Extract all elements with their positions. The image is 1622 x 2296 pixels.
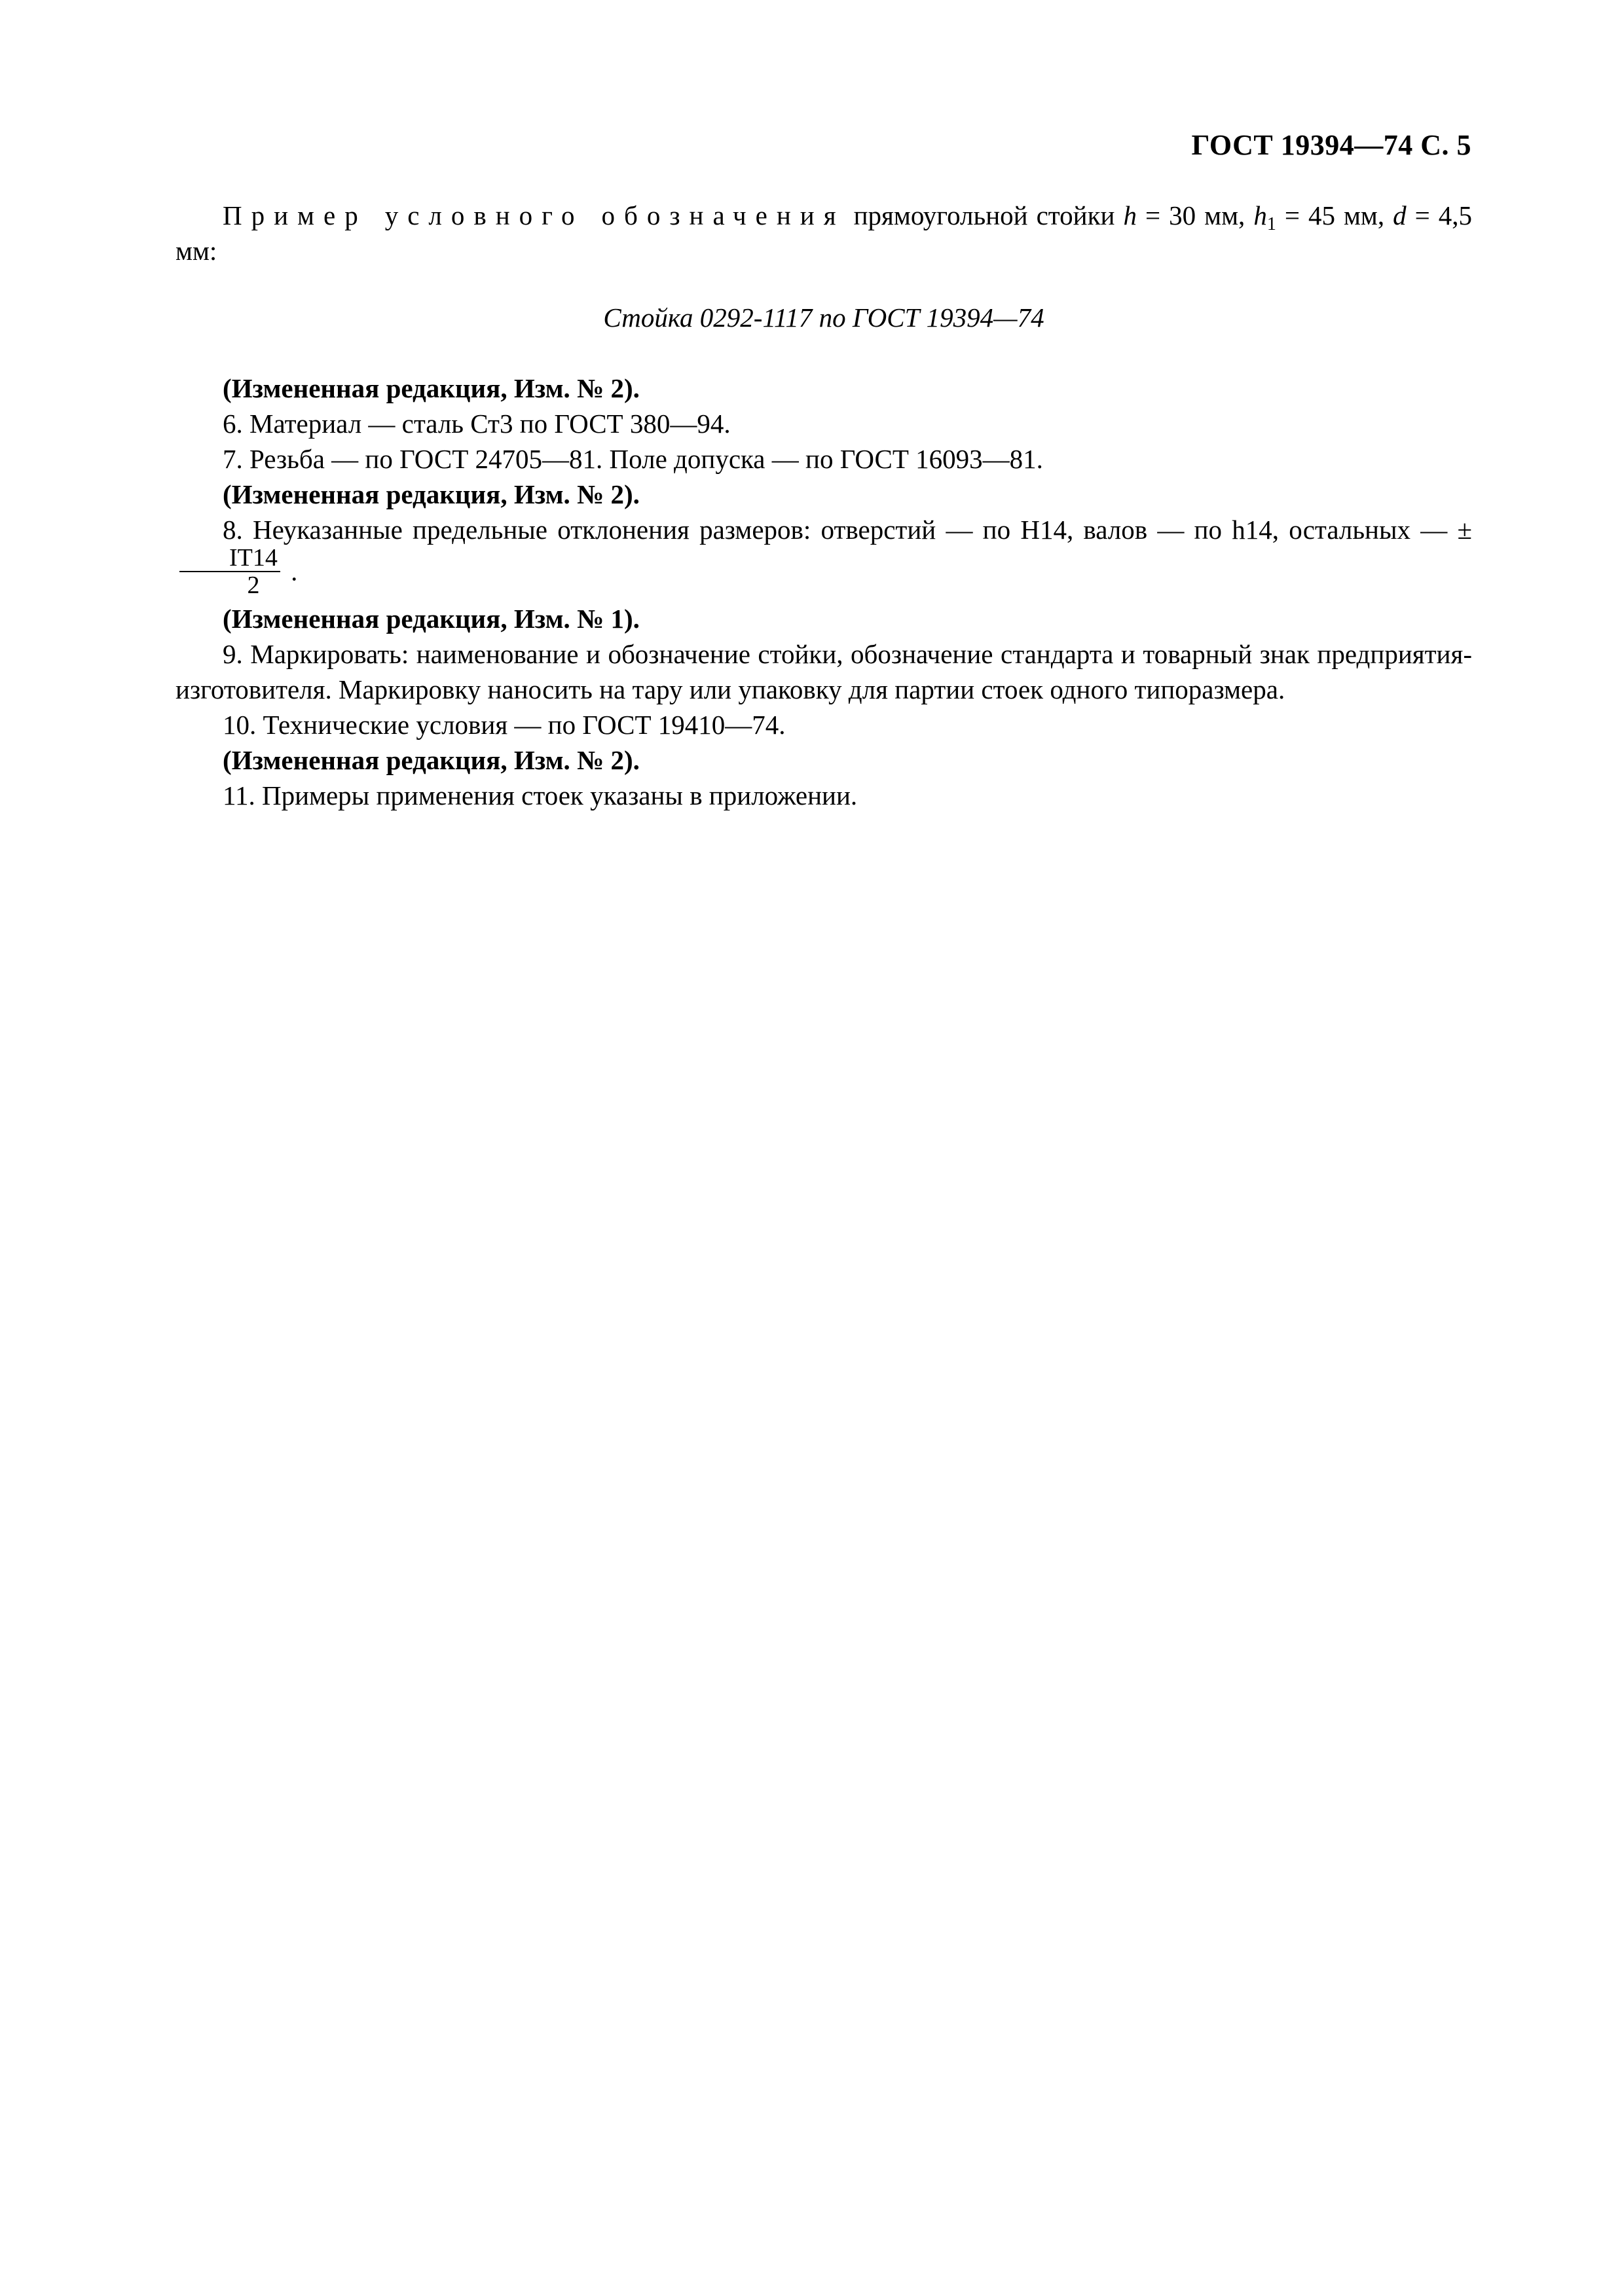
list-item: 10. Технические условия — по ГОСТ 19410—74. <box>223 710 786 740</box>
item-8 <box>175 512 1472 601</box>
list-item: 6. Материал — сталь Ст3 по ГОСТ 380—94. <box>223 409 731 439</box>
example-label: Пример условного обозначения <box>223 200 845 230</box>
document-body <box>175 198 1472 813</box>
item-8-tail: . <box>284 556 298 587</box>
list-item: 9. Маркировать: наименование и обозначение стойки, обозначение стандарта и товарный знак предприятия-изготовителя. Маркировку наносить на тару или упаковку для партии стоек одного типоразмера. <box>175 639 1472 704</box>
example-paragraph <box>175 198 1472 268</box>
example-text: прямоугольной стойки <box>845 200 1124 230</box>
items-before-list <box>175 371 1472 512</box>
list-item: 7. Резьба — по ГОСТ 24705—81. Поле допуска — по ГОСТ 16093—81. <box>223 444 1043 474</box>
designation-example: Стойка 0292-1117 по ГОСТ 19394—74 <box>603 302 1044 333</box>
var-d: d <box>1393 200 1407 230</box>
fraction-it14-2 <box>179 545 280 598</box>
eq-d: = 4,5 мм: <box>175 200 1473 266</box>
fraction-numerator: IT14 <box>179 545 280 572</box>
revision-note: (Измененная редакция, Изм. № 2). <box>223 479 640 509</box>
var-h1-subscript: 1 <box>1266 214 1276 234</box>
items-after-list <box>175 601 1472 813</box>
eq-h: = 30 мм, <box>1137 200 1254 230</box>
list-item: 11. Примеры применения стоек указаны в приложении. <box>223 780 858 811</box>
page-header: ГОСТ 19394—74 С. 5 <box>1191 129 1471 161</box>
fraction-denominator: 2 <box>247 572 260 599</box>
eq-h1: = 45 мм, <box>1276 200 1385 230</box>
revision-note: (Измененная редакция, Изм. № 2). <box>223 745 640 775</box>
revision-note: (Измененная редакция, Изм. № 2). <box>223 373 640 403</box>
revision-note: (Измененная редакция, Изм. № 1). <box>223 604 640 634</box>
var-h: h <box>1123 200 1137 230</box>
item-8-text: 8. Неуказанные предельные отклонения размеров: отверстий — по Н14, валов — по h14, остальных — ± <box>223 515 1472 545</box>
var-h1: h <box>1253 200 1267 230</box>
